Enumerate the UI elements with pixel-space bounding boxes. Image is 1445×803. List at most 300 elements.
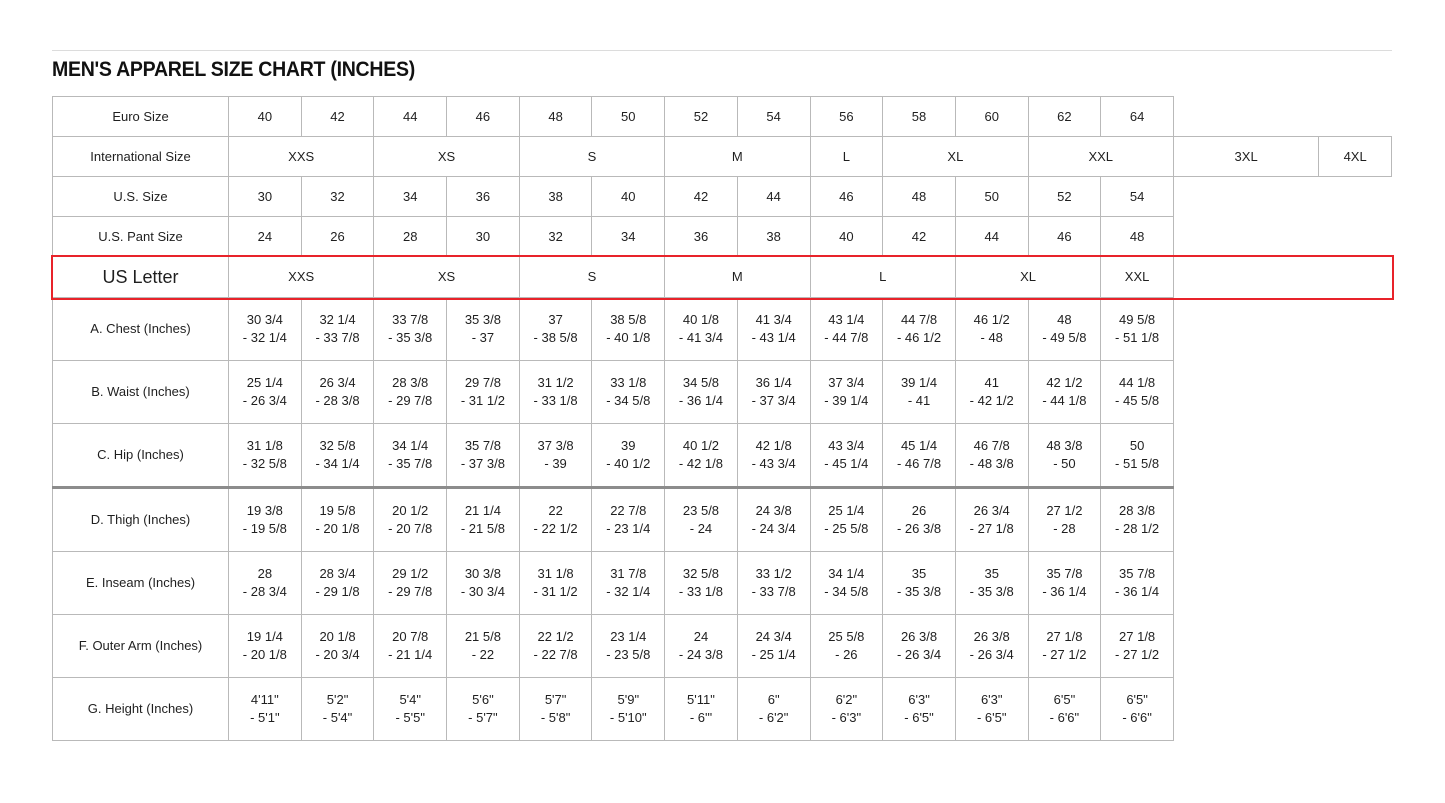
cell-inseam-6-max: - 33 1/8	[678, 584, 724, 599]
cell-intl-5: XL	[883, 137, 1028, 177]
cell-euro-0: 40	[229, 97, 302, 137]
cell-ussize-9: 48	[883, 177, 956, 217]
cell-chest-9-max: - 46 1/2	[896, 330, 942, 345]
cell-pant-12: 48	[1101, 217, 1174, 257]
cell-hip-8-max: - 45 1/4	[824, 456, 869, 471]
cell-height-11-min: 6'5"	[1053, 692, 1076, 708]
cell-thigh-7-min: 24 3/8	[755, 503, 792, 519]
cell-pant-9: 42	[883, 217, 956, 257]
row-label-us-size: U.S. Size	[53, 177, 229, 217]
cell-waist-9-max: - 41	[907, 393, 931, 408]
cell-height-12-max: - 6'6"	[1122, 710, 1152, 725]
cell-inseam-5-min: 31 7/8	[610, 566, 647, 582]
cell-hip-6-max: - 42 1/8	[678, 456, 724, 471]
header-divider	[52, 50, 1392, 51]
cell-chest-0-min: 30 3/4	[246, 312, 283, 328]
cell-chest-10-max: - 48	[980, 330, 1003, 345]
cell-thigh-8-min: 25 1/4	[828, 503, 865, 519]
cell-chest-1-max: - 33 7/8	[315, 330, 360, 345]
cell-height-3	[447, 678, 520, 741]
cell-euro-9: 58	[883, 97, 956, 137]
cell-height-8-min: 6'2"	[835, 692, 858, 708]
cell-waist-4	[519, 361, 592, 424]
cell-arm-7	[737, 615, 810, 678]
cell-arm-2	[374, 615, 447, 678]
cell-chest-7-max: - 43 1/4	[751, 330, 796, 345]
cell-thigh-7	[737, 488, 810, 552]
row-label-thigh: D. Thigh (Inches)	[53, 488, 229, 552]
cell-waist-8-min: 37 3/4	[828, 375, 865, 391]
cell-pant-11: 46	[1028, 217, 1101, 257]
cell-arm-7-min: 24 3/4	[755, 629, 792, 645]
cell-thigh-0-max: - 19 5/8	[242, 521, 287, 536]
cell-hip-9-min: 45 1/4	[900, 438, 938, 454]
cell-height-1-max: - 5'4"	[322, 710, 353, 725]
cell-chest-9	[883, 298, 956, 361]
cell-hip-2-min: 34 1/4	[392, 438, 429, 454]
cell-arm-4-max: - 22 7/8	[533, 647, 578, 662]
cell-hip-5	[592, 424, 665, 488]
cell-inseam-4-max: - 31 1/2	[533, 584, 578, 599]
cell-waist-6-max: - 36 1/4	[678, 393, 724, 408]
cell-waist-4-min: 31 1/2	[537, 375, 574, 391]
cell-usletter-5: XL	[955, 257, 1100, 298]
cell-euro-1: 42	[301, 97, 374, 137]
cell-arm-0-min: 19 1/4	[246, 629, 283, 645]
cell-arm-1-min: 20 1/8	[319, 629, 356, 645]
cell-hip-3	[447, 424, 520, 488]
cell-height-4-max: - 5'8"	[540, 710, 571, 725]
cell-thigh-6-min: 23 5/8	[682, 503, 720, 519]
cell-hip-9-max: - 46 7/8	[896, 456, 942, 471]
cell-chest-2	[374, 298, 447, 361]
cell-ussize-7: 44	[737, 177, 810, 217]
cell-height-5	[592, 678, 665, 741]
cell-hip-8-min: 43 3/4	[828, 438, 865, 454]
cell-hip-1-min: 32 5/8	[319, 438, 356, 454]
cell-waist-12	[1101, 361, 1174, 424]
cell-chest-6-min: 40 1/8	[682, 312, 720, 328]
cell-hip-4	[519, 424, 592, 488]
cell-arm-8-max: - 26	[835, 647, 858, 662]
cell-height-7	[737, 678, 810, 741]
cell-intl-7: 3XL	[1173, 137, 1318, 177]
cell-thigh-12	[1101, 488, 1174, 552]
cell-arm-7-max: - 25 1/4	[751, 647, 796, 662]
cell-waist-11	[1028, 361, 1101, 424]
cell-chest-7-min: 41 3/4	[755, 312, 792, 328]
cell-inseam-5-max: - 32 1/4	[606, 584, 651, 599]
cell-usletter-6: XXL	[1101, 257, 1174, 298]
cell-thigh-6	[665, 488, 738, 552]
cell-waist-10	[955, 361, 1028, 424]
cell-waist-8-max: - 39 1/4	[824, 393, 869, 408]
cell-waist-10-min: 41	[984, 375, 999, 391]
cell-ussize-6: 42	[665, 177, 738, 217]
cell-arm-4	[519, 615, 592, 678]
cell-hip-0	[229, 424, 302, 488]
row-label-us-letter: US Letter	[53, 257, 229, 298]
cell-inseam-6-min: 32 5/8	[682, 566, 720, 582]
cell-arm-12-min: 27 1/8	[1119, 629, 1156, 645]
cell-thigh-4-min: 22	[548, 503, 563, 519]
cell-waist-3-max: - 31 1/2	[460, 393, 505, 408]
cell-chest-0-max: - 32 1/4	[242, 330, 287, 345]
cell-hip-10-min: 46 7/8	[973, 438, 1010, 454]
cell-ussize-12: 54	[1101, 177, 1174, 217]
cell-usletter-0: XXS	[229, 257, 374, 298]
cell-hip-7	[737, 424, 810, 488]
row-label-euro-size: Euro Size	[53, 97, 229, 137]
cell-thigh-8	[810, 488, 883, 552]
cell-height-10-max: - 6'5"	[976, 710, 1007, 725]
cell-thigh-2	[374, 488, 447, 552]
cell-chest-12-max: - 51 1/8	[1115, 330, 1160, 345]
cell-thigh-2-min: 20 1/2	[392, 503, 429, 519]
cell-usletter-1: XS	[374, 257, 519, 298]
cell-inseam-3-min: 30 3/8	[464, 566, 501, 582]
cell-thigh-6-max: - 24	[689, 521, 713, 536]
row-label-hip: C. Hip (Inches)	[53, 424, 229, 488]
cell-inseam-11-max: - 36 1/4	[1042, 584, 1087, 599]
cell-waist-5-max: - 34 5/8	[606, 393, 651, 408]
cell-arm-6-max: - 24 3/8	[678, 647, 724, 662]
cell-inseam-5	[592, 552, 665, 615]
cell-arm-11-max: - 27 1/2	[1042, 647, 1087, 662]
cell-thigh-4-max: - 22 1/2	[533, 521, 578, 536]
cell-height-9	[883, 678, 956, 741]
table-row-us-size	[53, 177, 1392, 217]
cell-chest-6-max: - 41 3/4	[678, 330, 724, 345]
cell-chest-8-max: - 44 7/8	[824, 330, 869, 345]
cell-height-11-max: - 6'6"	[1049, 710, 1080, 725]
cell-thigh-12-min: 28 3/8	[1119, 503, 1156, 519]
cell-inseam-2	[374, 552, 447, 615]
cell-euro-11: 62	[1028, 97, 1101, 137]
cell-thigh-9-max: - 26 3/8	[896, 521, 942, 536]
cell-pant-7: 38	[737, 217, 810, 257]
cell-chest-7	[737, 298, 810, 361]
cell-arm-3-min: 21 5/8	[464, 629, 501, 645]
cell-height-7-max: - 6'2"	[758, 710, 789, 725]
cell-inseam-9	[883, 552, 956, 615]
cell-hip-4-min: 37 3/8	[537, 438, 574, 454]
cell-hip-2	[374, 424, 447, 488]
row-label-chest: A. Chest (Inches)	[53, 298, 229, 361]
cell-hip-11-max: - 50	[1053, 456, 1076, 471]
cell-hip-6	[665, 424, 738, 488]
cell-arm-9-min: 26 3/8	[900, 629, 938, 645]
cell-arm-9-max: - 26 3/4	[896, 647, 942, 662]
cell-pant-0: 24	[229, 217, 302, 257]
cell-thigh-4	[519, 488, 592, 552]
cell-height-6-min: 5'11"	[687, 692, 715, 708]
page-title: MEN'S APPAREL SIZE CHART (INCHES)	[52, 58, 415, 81]
cell-height-10-min: 6'3"	[980, 692, 1003, 708]
cell-waist-12-max: - 45 5/8	[1115, 393, 1160, 408]
cell-height-8-max: - 6'3"	[831, 710, 862, 725]
cell-arm-11	[1028, 615, 1101, 678]
row-label-height: G. Height (Inches)	[53, 678, 229, 741]
cell-inseam-7-min: 33 1/2	[755, 566, 792, 582]
cell-chest-12-min: 49 5/8	[1119, 312, 1156, 328]
cell-arm-11-min: 27 1/8	[1046, 629, 1083, 645]
cell-waist-10-max: - 42 1/2	[969, 393, 1014, 408]
cell-inseam-3-max: - 30 3/4	[460, 584, 505, 599]
cell-arm-1-max: - 20 3/4	[315, 647, 360, 662]
cell-arm-10-min: 26 3/8	[973, 629, 1010, 645]
cell-waist-11-min: 42 1/2	[1046, 375, 1083, 391]
cell-waist-9-min: 39 1/4	[900, 375, 938, 391]
table-row-us-letter	[53, 257, 1392, 298]
cell-inseam-8	[810, 552, 883, 615]
table-row-thigh	[53, 488, 1392, 552]
cell-hip-0-max: - 32 5/8	[242, 456, 287, 471]
cell-chest-6	[665, 298, 738, 361]
cell-height-9-min: 6'3"	[908, 692, 930, 708]
cell-hip-11	[1028, 424, 1101, 488]
cell-waist-1-max: - 28 3/8	[315, 393, 360, 408]
cell-intl-3: M	[665, 137, 810, 177]
cell-thigh-3	[447, 488, 520, 552]
cell-waist-8	[810, 361, 883, 424]
size-chart-table	[52, 96, 1392, 741]
cell-chest-11-max: - 49 5/8	[1042, 330, 1087, 345]
row-label-waist: B. Waist (Inches)	[53, 361, 229, 424]
cell-thigh-11	[1028, 488, 1101, 552]
row-label-us-pant-size: U.S. Pant Size	[53, 217, 229, 257]
cell-euro-5: 50	[592, 97, 665, 137]
cell-height-3-max: - 5'7"	[468, 710, 498, 725]
cell-waist-7	[737, 361, 810, 424]
cell-chest-1	[301, 298, 374, 361]
cell-intl-4: L	[810, 137, 883, 177]
cell-hip-3-max: - 37 3/8	[460, 456, 505, 471]
cell-arm-8-min: 25 5/8	[828, 629, 865, 645]
cell-chest-4	[519, 298, 592, 361]
row-label-international-size: International Size	[53, 137, 229, 177]
cell-height-7-min: 6"	[767, 692, 780, 708]
cell-waist-2	[374, 361, 447, 424]
cell-arm-5-min: 23 1/4	[610, 629, 647, 645]
cell-thigh-0-min: 19 3/8	[246, 503, 283, 519]
cell-waist-2-max: - 29 7/8	[388, 393, 433, 408]
cell-inseam-6	[665, 552, 738, 615]
cell-intl-0: XXS	[229, 137, 374, 177]
cell-inseam-12-max: - 36 1/4	[1115, 584, 1160, 599]
cell-arm-10-max: - 26 3/4	[969, 647, 1014, 662]
cell-waist-6-min: 34 5/8	[682, 375, 720, 391]
cell-chest-11-min: 48	[1057, 312, 1072, 328]
cell-height-4	[519, 678, 592, 741]
cell-inseam-12	[1101, 552, 1174, 615]
cell-waist-5	[592, 361, 665, 424]
cell-euro-4: 48	[519, 97, 592, 137]
cell-thigh-1-max: - 20 1/8	[315, 521, 360, 536]
cell-inseam-4-min: 31 1/8	[537, 566, 574, 582]
cell-chest-10-min: 46 1/2	[973, 312, 1010, 328]
cell-hip-10	[955, 424, 1028, 488]
cell-inseam-9-max: - 35 3/8	[896, 584, 942, 599]
cell-arm-10	[955, 615, 1028, 678]
cell-chest-9-min: 44 7/8	[900, 312, 938, 328]
cell-waist-4-max: - 33 1/8	[533, 393, 578, 408]
cell-height-1	[301, 678, 374, 741]
cell-chest-4-min: 37	[548, 312, 563, 328]
cell-inseam-0-min: 28	[257, 566, 273, 582]
cell-thigh-1	[301, 488, 374, 552]
cell-inseam-2-min: 29 1/2	[392, 566, 429, 582]
cell-thigh-5	[592, 488, 665, 552]
cell-chest-3-min: 35 3/8	[464, 312, 501, 328]
cell-chest-8-min: 43 1/4	[828, 312, 865, 328]
cell-hip-1-max: - 34 1/4	[315, 456, 360, 471]
cell-ussize-10: 50	[955, 177, 1028, 217]
cell-inseam-0	[229, 552, 302, 615]
cell-height-11	[1028, 678, 1101, 741]
cell-chest-11	[1028, 298, 1101, 361]
cell-height-12	[1101, 678, 1174, 741]
cell-inseam-11-min: 35 7/8	[1046, 566, 1083, 582]
cell-height-0-min: 4'11"	[250, 692, 279, 708]
cell-usletter-4: L	[810, 257, 955, 298]
cell-waist-11-max: - 44 1/8	[1042, 393, 1087, 408]
cell-euro-6: 52	[665, 97, 738, 137]
cell-arm-5	[592, 615, 665, 678]
cell-ussize-4: 38	[519, 177, 592, 217]
cell-pant-5: 34	[592, 217, 665, 257]
cell-ussize-3: 36	[447, 177, 520, 217]
cell-chest-2-max: - 35 3/8	[388, 330, 433, 345]
cell-euro-12: 64	[1101, 97, 1174, 137]
table-row-international-size	[53, 137, 1392, 177]
cell-waist-6	[665, 361, 738, 424]
cell-pant-10: 44	[955, 217, 1028, 257]
cell-waist-5-min: 33 1/8	[610, 375, 647, 391]
table-row-euro-size	[53, 97, 1392, 137]
cell-intl-2: S	[519, 137, 664, 177]
cell-ussize-5: 40	[592, 177, 665, 217]
table-row-height	[53, 678, 1392, 741]
cell-chest-0	[229, 298, 302, 361]
cell-chest-5-max: - 40 1/8	[606, 330, 651, 345]
cell-chest-10	[955, 298, 1028, 361]
cell-chest-1-min: 32 1/4	[319, 312, 356, 328]
cell-usletter-2: S	[519, 257, 664, 298]
cell-hip-12-min: 50	[1129, 438, 1145, 454]
cell-hip-0-min: 31 1/8	[246, 438, 283, 454]
cell-waist-0	[229, 361, 302, 424]
table-row-outer-arm	[53, 615, 1392, 678]
cell-arm-12	[1101, 615, 1174, 678]
cell-height-0	[229, 678, 302, 741]
cell-waist-0-min: 25 1/4	[246, 375, 283, 391]
cell-inseam-7-max: - 33 7/8	[751, 584, 796, 599]
cell-height-9-max: - 6'5"	[904, 710, 934, 725]
cell-inseam-10	[955, 552, 1028, 615]
cell-arm-9	[883, 615, 956, 678]
cell-inseam-1-min: 28 3/4	[319, 566, 356, 582]
cell-thigh-12-max: - 28 1/2	[1115, 521, 1160, 536]
cell-ussize-2: 34	[374, 177, 447, 217]
cell-chest-3-max: - 37	[471, 330, 495, 345]
cell-waist-7-min: 36 1/4	[755, 375, 792, 391]
cell-height-2-min: 5'4"	[399, 692, 421, 708]
cell-arm-0	[229, 615, 302, 678]
cell-thigh-8-max: - 25 5/8	[824, 521, 869, 536]
cell-inseam-12-min: 35 7/8	[1119, 566, 1156, 582]
cell-hip-3-min: 35 7/8	[464, 438, 501, 454]
cell-inseam-9-min: 35	[911, 566, 927, 582]
row-label-outer-arm: F. Outer Arm (Inches)	[53, 615, 229, 678]
cell-hip-12	[1101, 424, 1174, 488]
cell-hip-9	[883, 424, 956, 488]
cell-ussize-0: 30	[229, 177, 302, 217]
cell-thigh-3-max: - 21 5/8	[460, 521, 505, 536]
cell-waist-1-min: 26 3/4	[319, 375, 356, 391]
cell-arm-3	[447, 615, 520, 678]
cell-pant-3: 30	[447, 217, 520, 257]
cell-thigh-2-max: - 20 7/8	[388, 521, 433, 536]
cell-thigh-1-min: 19 5/8	[319, 503, 356, 519]
cell-waist-1	[301, 361, 374, 424]
cell-height-1-min: 5'2"	[326, 692, 349, 708]
cell-pant-8: 40	[810, 217, 883, 257]
cell-thigh-11-min: 27 1/2	[1046, 503, 1083, 519]
cell-thigh-10	[955, 488, 1028, 552]
cell-inseam-8-min: 34 1/4	[828, 566, 865, 582]
cell-pant-4: 32	[519, 217, 592, 257]
cell-height-5-min: 5'9"	[617, 692, 640, 708]
cell-chest-12	[1101, 298, 1174, 361]
cell-arm-6	[665, 615, 738, 678]
cell-height-10	[955, 678, 1028, 741]
table-row-inseam	[53, 552, 1392, 615]
row-label-inseam: E. Inseam (Inches)	[53, 552, 229, 615]
cell-hip-6-min: 40 1/2	[682, 438, 720, 454]
table-row-waist	[53, 361, 1392, 424]
cell-waist-0-max: - 26 3/4	[242, 393, 287, 408]
cell-usletter-3: M	[665, 257, 810, 298]
cell-hip-10-max: - 48 3/8	[969, 456, 1014, 471]
cell-euro-7: 54	[737, 97, 810, 137]
cell-hip-2-max: - 35 7/8	[388, 456, 433, 471]
cell-arm-12-max: - 27 1/2	[1115, 647, 1160, 662]
cell-waist-3	[447, 361, 520, 424]
cell-chest-4-max: - 38 5/8	[533, 330, 578, 345]
cell-height-6-max: - 6'"	[689, 710, 713, 725]
cell-height-3-min: 5'6"	[472, 692, 494, 708]
cell-height-12-min: 6'5"	[1126, 692, 1148, 708]
cell-intl-1: XS	[374, 137, 519, 177]
cell-inseam-1-max: - 29 1/8	[315, 584, 360, 599]
table-row-us-pant-size	[53, 217, 1392, 257]
cell-chest-3	[447, 298, 520, 361]
cell-thigh-10-max: - 27 1/8	[969, 521, 1014, 536]
cell-height-0-max: - 5'1"	[250, 710, 280, 725]
cell-arm-2-min: 20 7/8	[392, 629, 429, 645]
cell-hip-5-max: - 40 1/2	[606, 456, 651, 471]
cell-ussize-8: 46	[810, 177, 883, 217]
cell-thigh-0	[229, 488, 302, 552]
cell-thigh-5-max: - 23 1/4	[606, 521, 651, 536]
cell-hip-11-min: 48 3/8	[1046, 438, 1083, 454]
cell-inseam-3	[447, 552, 520, 615]
cell-height-2	[374, 678, 447, 741]
cell-thigh-10-min: 26 3/4	[973, 503, 1010, 519]
cell-ussize-11: 52	[1028, 177, 1101, 217]
cell-height-2-max: - 5'5"	[395, 710, 425, 725]
